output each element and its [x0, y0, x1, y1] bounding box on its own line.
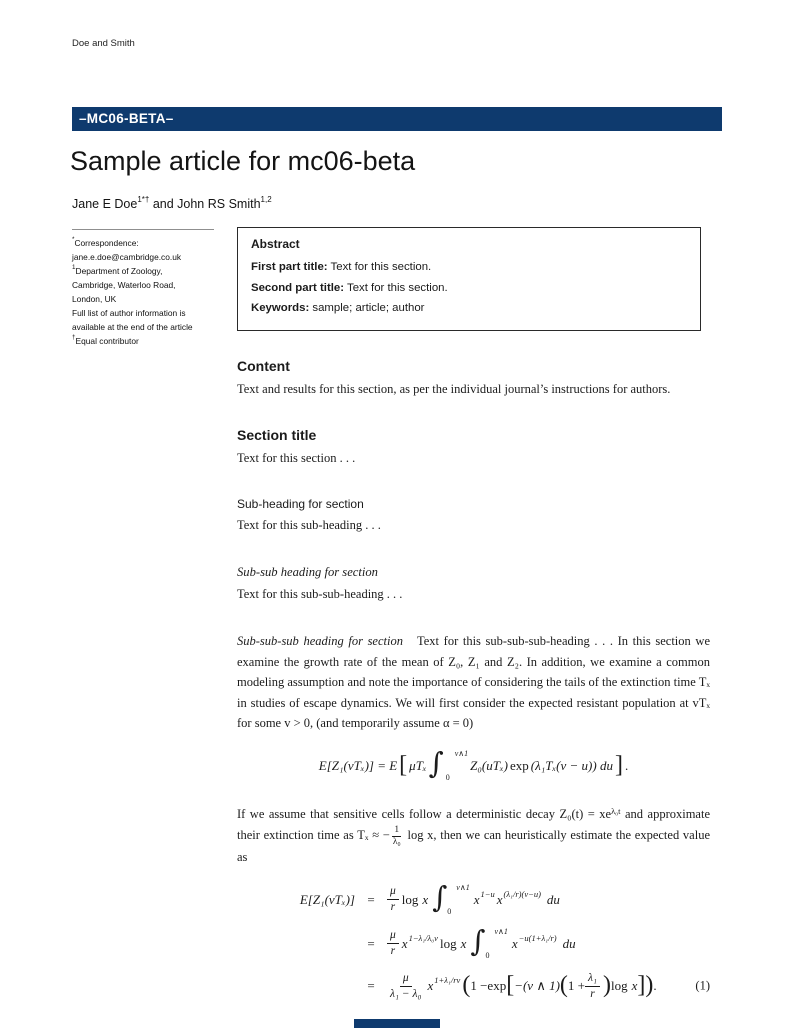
section-text: Text for this section . . . — [237, 450, 356, 465]
content-intro-paragraph: Text and results for this section, as per the individual journal’s instructions for authors. — [237, 382, 671, 396]
x-exponent: 1+λ₁/rv — [434, 975, 461, 986]
fraction-mu-over-r — [387, 929, 399, 958]
eq-lhs: E[Z₁(vTₓ)] = E — [318, 757, 398, 773]
fraction-denominator: λ₁ − λ₀ — [390, 987, 422, 1000]
close-paren: ) — [603, 972, 611, 999]
integral-upper-limit: v∧1 — [456, 882, 470, 892]
integral-symbol: ∫ — [470, 924, 486, 959]
equation-1-line-3 — [237, 972, 710, 1001]
eq1-line3-rhs — [387, 972, 710, 1001]
fraction-denominator: r — [390, 901, 396, 914]
eq-coefficient: μTₓ — [409, 757, 427, 773]
author-connector: and — [149, 197, 178, 212]
open-bracket: [ — [399, 751, 408, 778]
integral-limits — [485, 928, 507, 960]
correspondence-sidebar — [72, 229, 224, 347]
abstract-row-label: First part title: — [251, 261, 328, 273]
footnote-marker: 1 — [72, 264, 76, 271]
integral-lower-limit: 0 — [485, 950, 490, 960]
integral-lower-limit: 0 — [447, 906, 452, 916]
fraction-mu-over-r — [387, 885, 399, 914]
fraction-mu-over-lambda — [387, 972, 424, 1001]
integrand-tail: (λ₁Tₓ(v − u)) du — [530, 757, 613, 773]
running-head: Doe and Smith — [72, 38, 135, 49]
abstract-box — [237, 227, 701, 331]
subsubsub-paragraph — [237, 631, 710, 734]
abstract-heading: Abstract — [251, 237, 300, 251]
subsubheading: Sub-sub heading for section — [237, 564, 378, 579]
x-base: x — [473, 891, 480, 907]
x-exponent: (λ₁/r)(v−u) — [503, 888, 541, 899]
integral-upper-limit: v∧1 — [494, 926, 508, 936]
sidebar-line — [72, 263, 224, 277]
author-2-affiliation: 1,2 — [260, 195, 272, 204]
fraction-numerator: μ — [387, 929, 399, 944]
subheading-text: Text for this sub-heading . . . — [237, 518, 381, 532]
main-content-column — [237, 358, 710, 1013]
one-plus: 1 + — [567, 978, 586, 994]
sidebar-line — [72, 277, 224, 291]
log-operator: log — [439, 935, 457, 951]
equals-sign: = — [367, 935, 375, 951]
log-argument: x — [460, 935, 467, 951]
fraction-denominator: λ₀ — [392, 836, 401, 847]
integral-limits — [446, 750, 468, 782]
sidebar-text: Full list of author information is — [72, 307, 186, 318]
abstract-keywords-row — [251, 302, 687, 314]
eq1-line1-rhs — [387, 880, 710, 916]
inline-fraction — [391, 825, 403, 847]
author-2: John RS Smith — [177, 197, 261, 212]
integrand: Z₀(uTₓ) — [470, 757, 508, 773]
log-argument: x — [631, 978, 638, 994]
sidebar-line — [72, 305, 224, 319]
sidebar-text: Equal contributor — [75, 335, 139, 346]
footnote-marker: * — [72, 236, 75, 243]
subheading: Sub-heading for section — [237, 497, 364, 511]
decay-text-c: log x, then we can heuristically estimate the expected value as — [237, 828, 710, 865]
equals-sign: = — [367, 978, 375, 994]
eq-period: . — [653, 978, 657, 994]
log-argument: x — [422, 891, 429, 907]
log-operator: log — [401, 891, 419, 907]
equation-number: (1) — [695, 978, 710, 993]
abstract-row-text: Text for this section. — [327, 261, 432, 273]
integral-symbol: ∫ — [432, 880, 448, 915]
fraction-numerator: μ — [400, 972, 412, 987]
equation-expected-population — [237, 746, 710, 782]
x-exponent: 1−u — [480, 888, 495, 899]
abstract-row — [251, 261, 687, 273]
integral-upper-limit: v∧1 — [454, 748, 469, 758]
log-operator: log — [611, 978, 628, 994]
fraction-numerator: 1 — [394, 825, 400, 836]
sidebar-text: Cambridge, Waterloo Road, — [72, 279, 176, 290]
subsubsub-heading-lead: Sub-sub-sub heading for section — [237, 634, 403, 648]
fraction-lambda-over-r — [585, 972, 600, 1001]
eq1-line2-rhs — [387, 924, 710, 960]
sidebar-line — [72, 291, 224, 305]
abstract-row-text: Text for this section. — [344, 281, 448, 294]
v-wedge-term: −(v ∧ 1) — [514, 978, 560, 994]
keywords-label: Keywords: — [251, 302, 310, 314]
integral-limits — [447, 884, 469, 916]
x-exponent: 1−λ₁/λ₀v — [408, 932, 438, 943]
sidebar-text: Department of Zoology, — [75, 265, 163, 276]
open-paren: ( — [559, 972, 568, 999]
exp-operator: exp — [509, 757, 529, 773]
author-1: Jane E Doe — [72, 197, 138, 212]
subsubsub-paragraph-text: Text for this sub-sub-sub-heading . . . In this section we examine the growth rate of the mean of Z₀, Z₁ and Z₂. In addition, we examine a common modeling assumption and note the importance of considering the tails of the extinction time Tₓ in studies of escape dynamics. We will first consider the expected resistant population at vTₓ for some v > 0, (and temporarily assume α = 0) — [237, 634, 710, 730]
sidebar-line-email — [72, 249, 224, 263]
banner-label: –MC06-BETA– — [79, 111, 174, 126]
equation-1-line-2 — [237, 924, 710, 960]
sidebar-divider — [72, 229, 214, 230]
differential: du — [562, 935, 576, 951]
author-1-affiliation: 1*† — [137, 195, 150, 204]
fraction-denominator: r — [390, 945, 396, 958]
close-paren: ) — [645, 972, 654, 999]
open-bracket: [ — [506, 972, 515, 999]
decay-text-a: If we assume that sensitive cells follow a deterministic decay Z₀(t) = xe — [237, 806, 612, 821]
author-line — [72, 196, 272, 211]
abstract-row-label: Second part title: — [251, 281, 345, 294]
differential: du — [546, 891, 560, 907]
subsubheading-text: Text for this sub-sub-heading . . . — [237, 586, 403, 601]
x-base: x — [427, 978, 434, 994]
x-base: x — [496, 891, 503, 907]
x-exponent: −u(1+λ₁/r) — [518, 932, 557, 943]
footnote-marker: † — [72, 334, 76, 341]
fraction-numerator: λ₁ — [585, 972, 600, 987]
content-heading: Content — [237, 358, 290, 374]
decay-text-b: and approximate their extinction time as Tₓ ≈ − — [237, 806, 710, 842]
email-text: jane.e.doe@cambridge.co.uk — [72, 251, 182, 262]
sidebar-line — [72, 319, 224, 333]
x-base: x — [511, 935, 518, 951]
x-base: x — [401, 935, 408, 951]
open-paren: ( — [462, 972, 471, 999]
keywords-text: sample; article; author — [309, 302, 425, 314]
equals-sign: = — [367, 891, 375, 907]
eq-period: . — [624, 757, 629, 773]
sidebar-text: Correspondence: — [74, 237, 139, 248]
decay-paragraph — [237, 804, 710, 868]
integral-symbol: ∫ — [428, 746, 444, 780]
equation-1-line-1 — [237, 880, 710, 916]
close-bracket: ] — [637, 972, 646, 999]
journal-banner — [72, 107, 722, 131]
sidebar-line — [72, 235, 224, 249]
page-title: Sample article for mc06-beta — [70, 146, 416, 176]
one-minus: 1 − — [470, 978, 488, 994]
sidebar-line — [72, 333, 224, 347]
sidebar-text: available at the end of the article — [72, 321, 193, 332]
fraction-denominator: r — [590, 987, 595, 1000]
sidebar-text: London, UK — [72, 293, 117, 304]
decay-exponent: λ₀t — [611, 805, 621, 816]
section-title-heading: Section title — [237, 426, 317, 443]
close-bracket: ] — [614, 751, 623, 778]
exp-operator: exp — [487, 978, 507, 994]
fraction-numerator: μ — [387, 885, 399, 900]
integral-lower-limit: 0 — [445, 772, 450, 782]
footer-bar-decoration — [354, 1019, 440, 1028]
eq1-lhs: E[Z₁(vTₓ)] — [299, 891, 355, 907]
abstract-row — [251, 282, 687, 294]
